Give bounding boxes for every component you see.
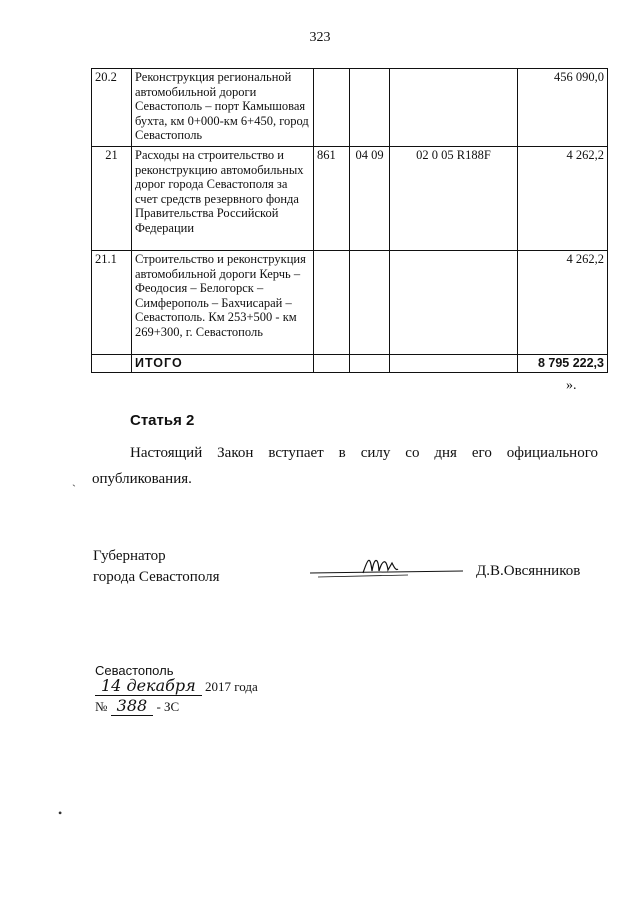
- table-row: [92, 69, 608, 147]
- row-amount: 456 090,0: [518, 69, 608, 147]
- handwritten-date: 14 декабря: [95, 676, 202, 696]
- row-amount: 4 262,2: [518, 251, 608, 355]
- row-name: Строительство и реконструкция автомобильной дороги Керчь – Феодосия – Белогорск – Симферополь – Бахчисарай – Севастополь. Км 253+500 - км 269+300, г. Севастополь: [132, 251, 314, 355]
- article-text: Настоящий Закон вступает в силу со дня его официального опубликования.: [92, 445, 598, 487]
- row-csr: 02 0 05 R188F: [390, 147, 518, 251]
- row-amount: 4 262,2: [518, 147, 608, 251]
- scan-speck: `: [72, 482, 76, 496]
- total-label: ИТОГО: [132, 355, 314, 373]
- budget-table: [91, 68, 608, 373]
- article-body: [92, 440, 598, 492]
- signatory-title: [93, 546, 220, 588]
- closing-quote: ».: [566, 378, 577, 393]
- number-suffix: - ЗС: [156, 699, 180, 714]
- row-number: 20.2: [92, 69, 132, 147]
- signatory-name: Д.В.Овсянников: [476, 563, 581, 579]
- handwritten-signature: [308, 553, 468, 583]
- total-row: [92, 355, 608, 373]
- row-razdel: 04 09: [350, 147, 390, 251]
- table-row: [92, 251, 608, 355]
- row-razdel: [350, 69, 390, 147]
- number-sign: №: [95, 699, 108, 714]
- row-csr: [390, 69, 518, 147]
- page-number: 323: [309, 30, 331, 45]
- row-vedomstvo: 861: [314, 147, 350, 251]
- row-csr: [390, 251, 518, 355]
- signatory-title-line1: Губернатор: [93, 548, 166, 564]
- date-year: 2017 года: [205, 679, 258, 694]
- row-vedomstvo: [314, 69, 350, 147]
- place-name: Севастополь: [95, 663, 174, 678]
- row-vedomstvo: [314, 251, 350, 355]
- handwritten-number: 388: [111, 696, 154, 716]
- total-amount: 8 795 222,3: [518, 355, 608, 373]
- row-name: Реконструкция региональной автомобильной дороги Севастополь – порт Камышовая бухта, км 0+000-км 6+450, город Севастополь: [132, 69, 314, 147]
- row-number: 21: [92, 147, 132, 251]
- signatory-title-line2: города Севастополя: [93, 569, 220, 585]
- law-number-line: [95, 696, 179, 716]
- article-title: Статья 2: [130, 412, 195, 429]
- scan-speck: •: [58, 806, 63, 820]
- date-line: [95, 676, 258, 696]
- table-row: [92, 147, 608, 251]
- row-number: 21.1: [92, 251, 132, 355]
- row-razdel: [350, 251, 390, 355]
- row-name: Расходы на строительство и реконструкцию автомобильных дорог города Севастополя за счет средств резервного фонда Правительства Российской Федерации: [132, 147, 314, 251]
